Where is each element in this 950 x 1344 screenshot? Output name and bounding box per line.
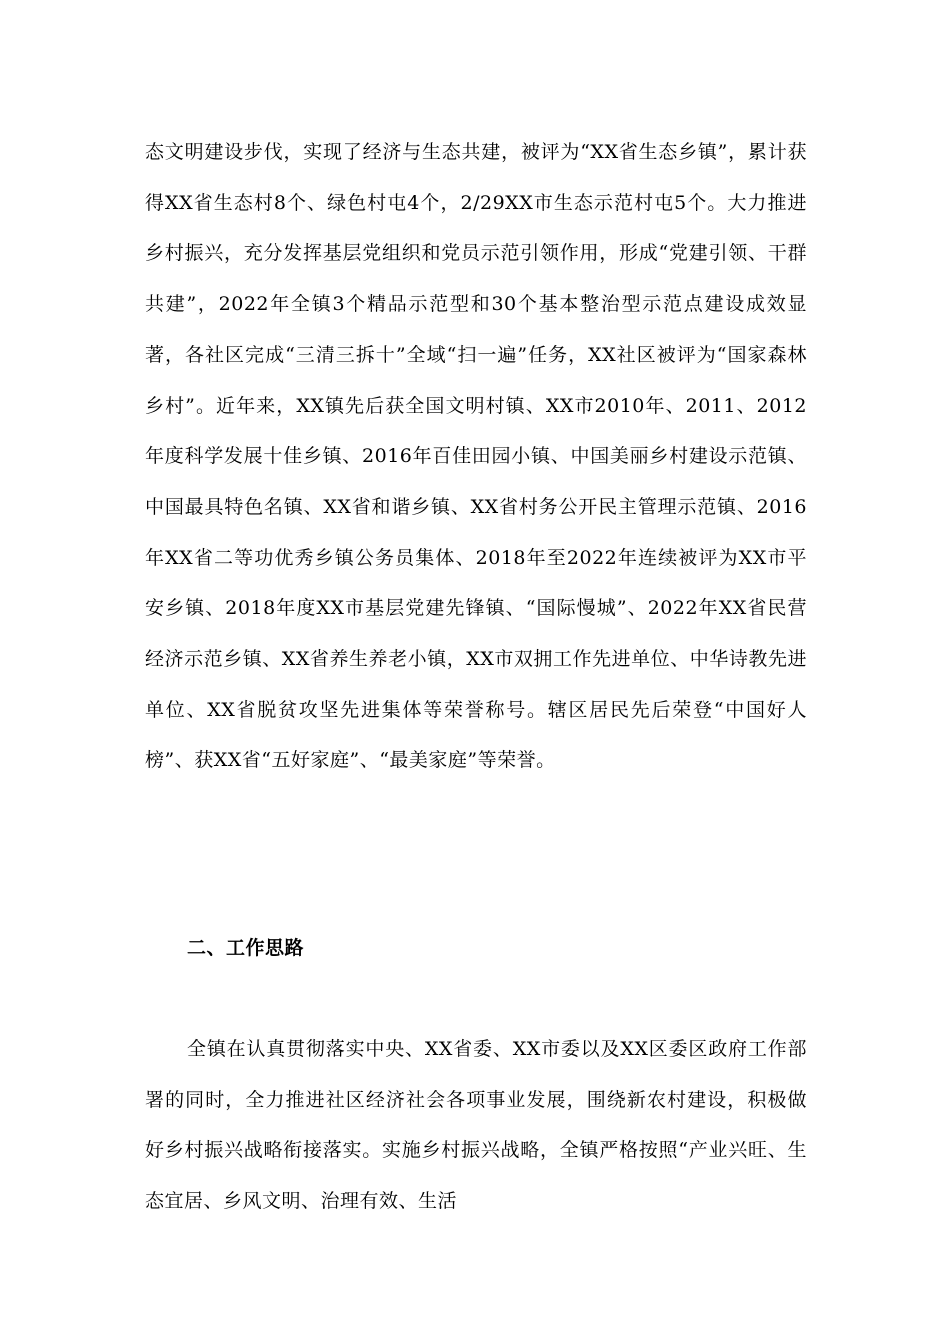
body-paragraph: 全镇在认真贯彻落实中央、XX省委、XX市委以及XX区委区政府工作部署的同时，全力推进社区经济社会各项事业发展，围绕新农村建设，积极做好乡村振兴战略衔接落实。实施乡村振兴战略，全镇严格按照“产业兴旺、生态宜居、乡风文明、治理有效、生活 [145, 1038, 807, 1213]
section-heading: 二、工作思路 [187, 937, 305, 959]
body-paragraph: 态文明建设步伐，实现了经济与生态共建，被评为“XX省生态乡镇”，累计获得XX省生态村8个、绿色村屯4个，2/29XX市生态示范村屯5个。大力推进乡村振兴，充分发挥基层党组织和党员示范引领作用，形成“党建引领、干群共建”，2022年全镇3个精品示范型和30个基本整治型示范点建设成效显著，各社区完成“三清三拆十”全域“扫一遍”任务，XX社区被评为“国家森林乡村”。近年来，XX镇先后获全国文明村镇、XX市2010年、2011、2012年度科学发展十佳乡镇、2016年百佳田园小镇、中国美丽乡村建设示范镇、中国最具特色名镇、XX省和谐乡镇、XX省村务公开民主管理示范镇、2016年XX省二等功优秀乡镇公务员集体、2018年至2022年连续被评为XX市平安乡镇、2018年度XX市基层党建先锋镇、“国际慢城”、2022年XX省民营经济示范乡镇、XX省养生养老小镇，XX市双拥工作先进单位、中华诗教先进单位、XX省脱贫攻坚先进集体等荣誉称号。辖区居民先后荣登“中国好人榜”、获XX省“五好家庭”、“最美家庭”等荣誉。 [145, 141, 807, 772]
